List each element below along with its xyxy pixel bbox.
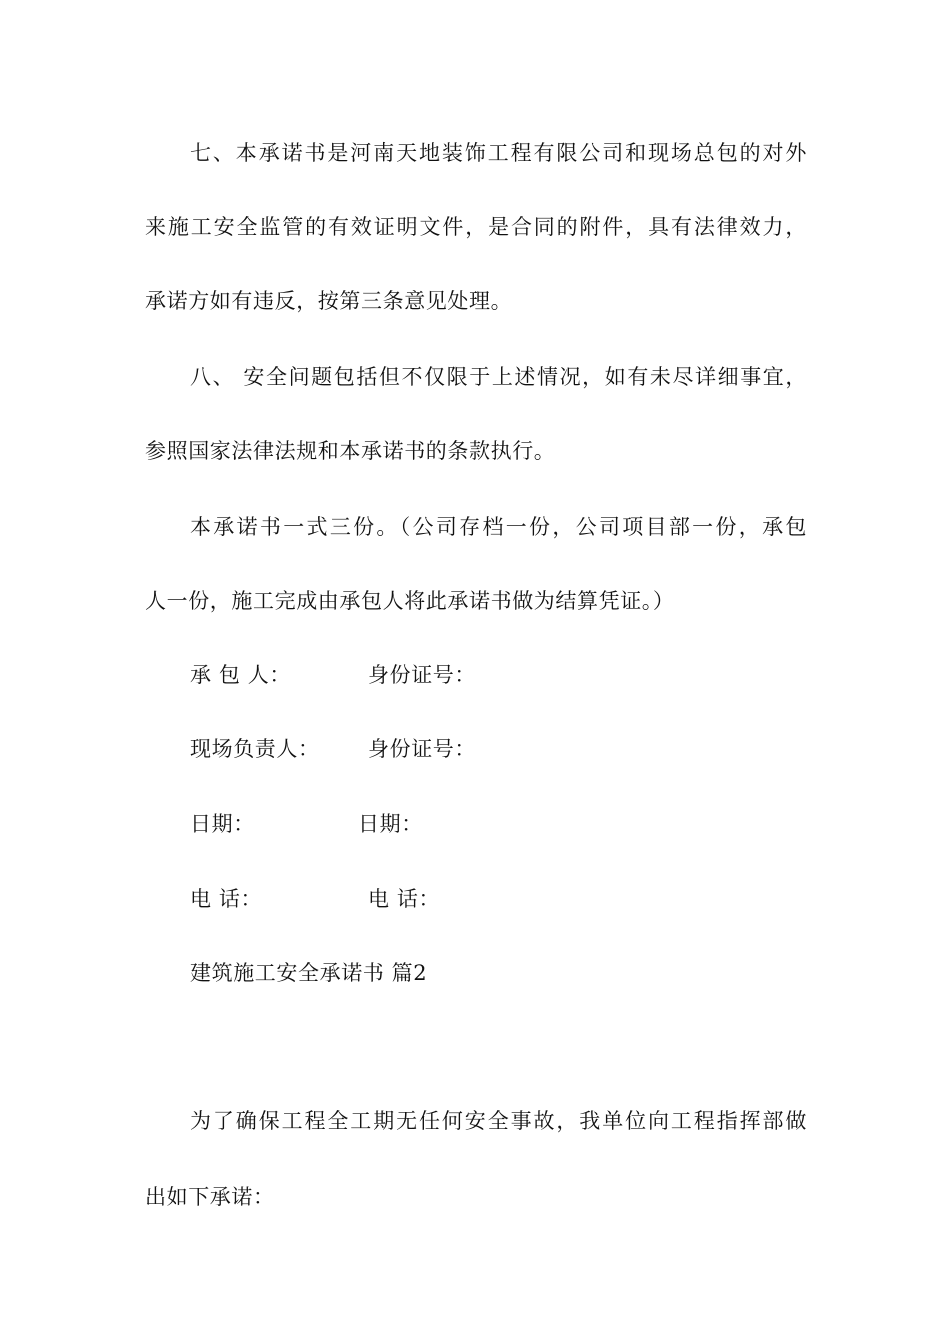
para7-line1: 七、本承诺书是河南天地装饰工程有限公司和现场总包的对外 [190, 141, 807, 165]
para7-line3: 承诺方如有违反，按第三条意见处理。 [145, 289, 513, 313]
date-label-2: 日期： [358, 812, 423, 836]
para8-line1: 八、 安全问题包括但不仅限于上述情况，如有未尽详细事宜， [190, 365, 807, 389]
contractor-id-label: 身份证号： [368, 663, 476, 687]
phone-label-2: 电 话： [368, 887, 441, 911]
para8-line2: 参照国家法律法规和本承诺书的条款执行。 [145, 439, 556, 463]
section2-title: 建筑施工安全承诺书 篇2 [190, 961, 428, 985]
site-manager-id-label: 身份证号： [368, 737, 476, 761]
section2-intro-line1: 为了确保工程全工期无任何安全事故，我单位向工程指挥部做 [190, 1109, 807, 1133]
phone-label-1: 电 话： [190, 887, 263, 911]
copies-line2: 人一份，施工完成由承包人将此承诺书做为结算凭证。） [145, 589, 675, 613]
site-manager-label: 现场负责人： [190, 737, 320, 761]
contractor-label: 承 包 人： [190, 663, 291, 687]
section2-intro-line2: 出如下承诺： [145, 1185, 275, 1209]
date-label-1: 日期： [190, 812, 255, 836]
para7-line2: 来施工安全监管的有效证明文件，是合同的附件，具有法律效力， [145, 215, 807, 239]
copies-line1: 本承诺书一式三份。（公司存档一份，公司项目部一份，承包 [190, 515, 807, 539]
